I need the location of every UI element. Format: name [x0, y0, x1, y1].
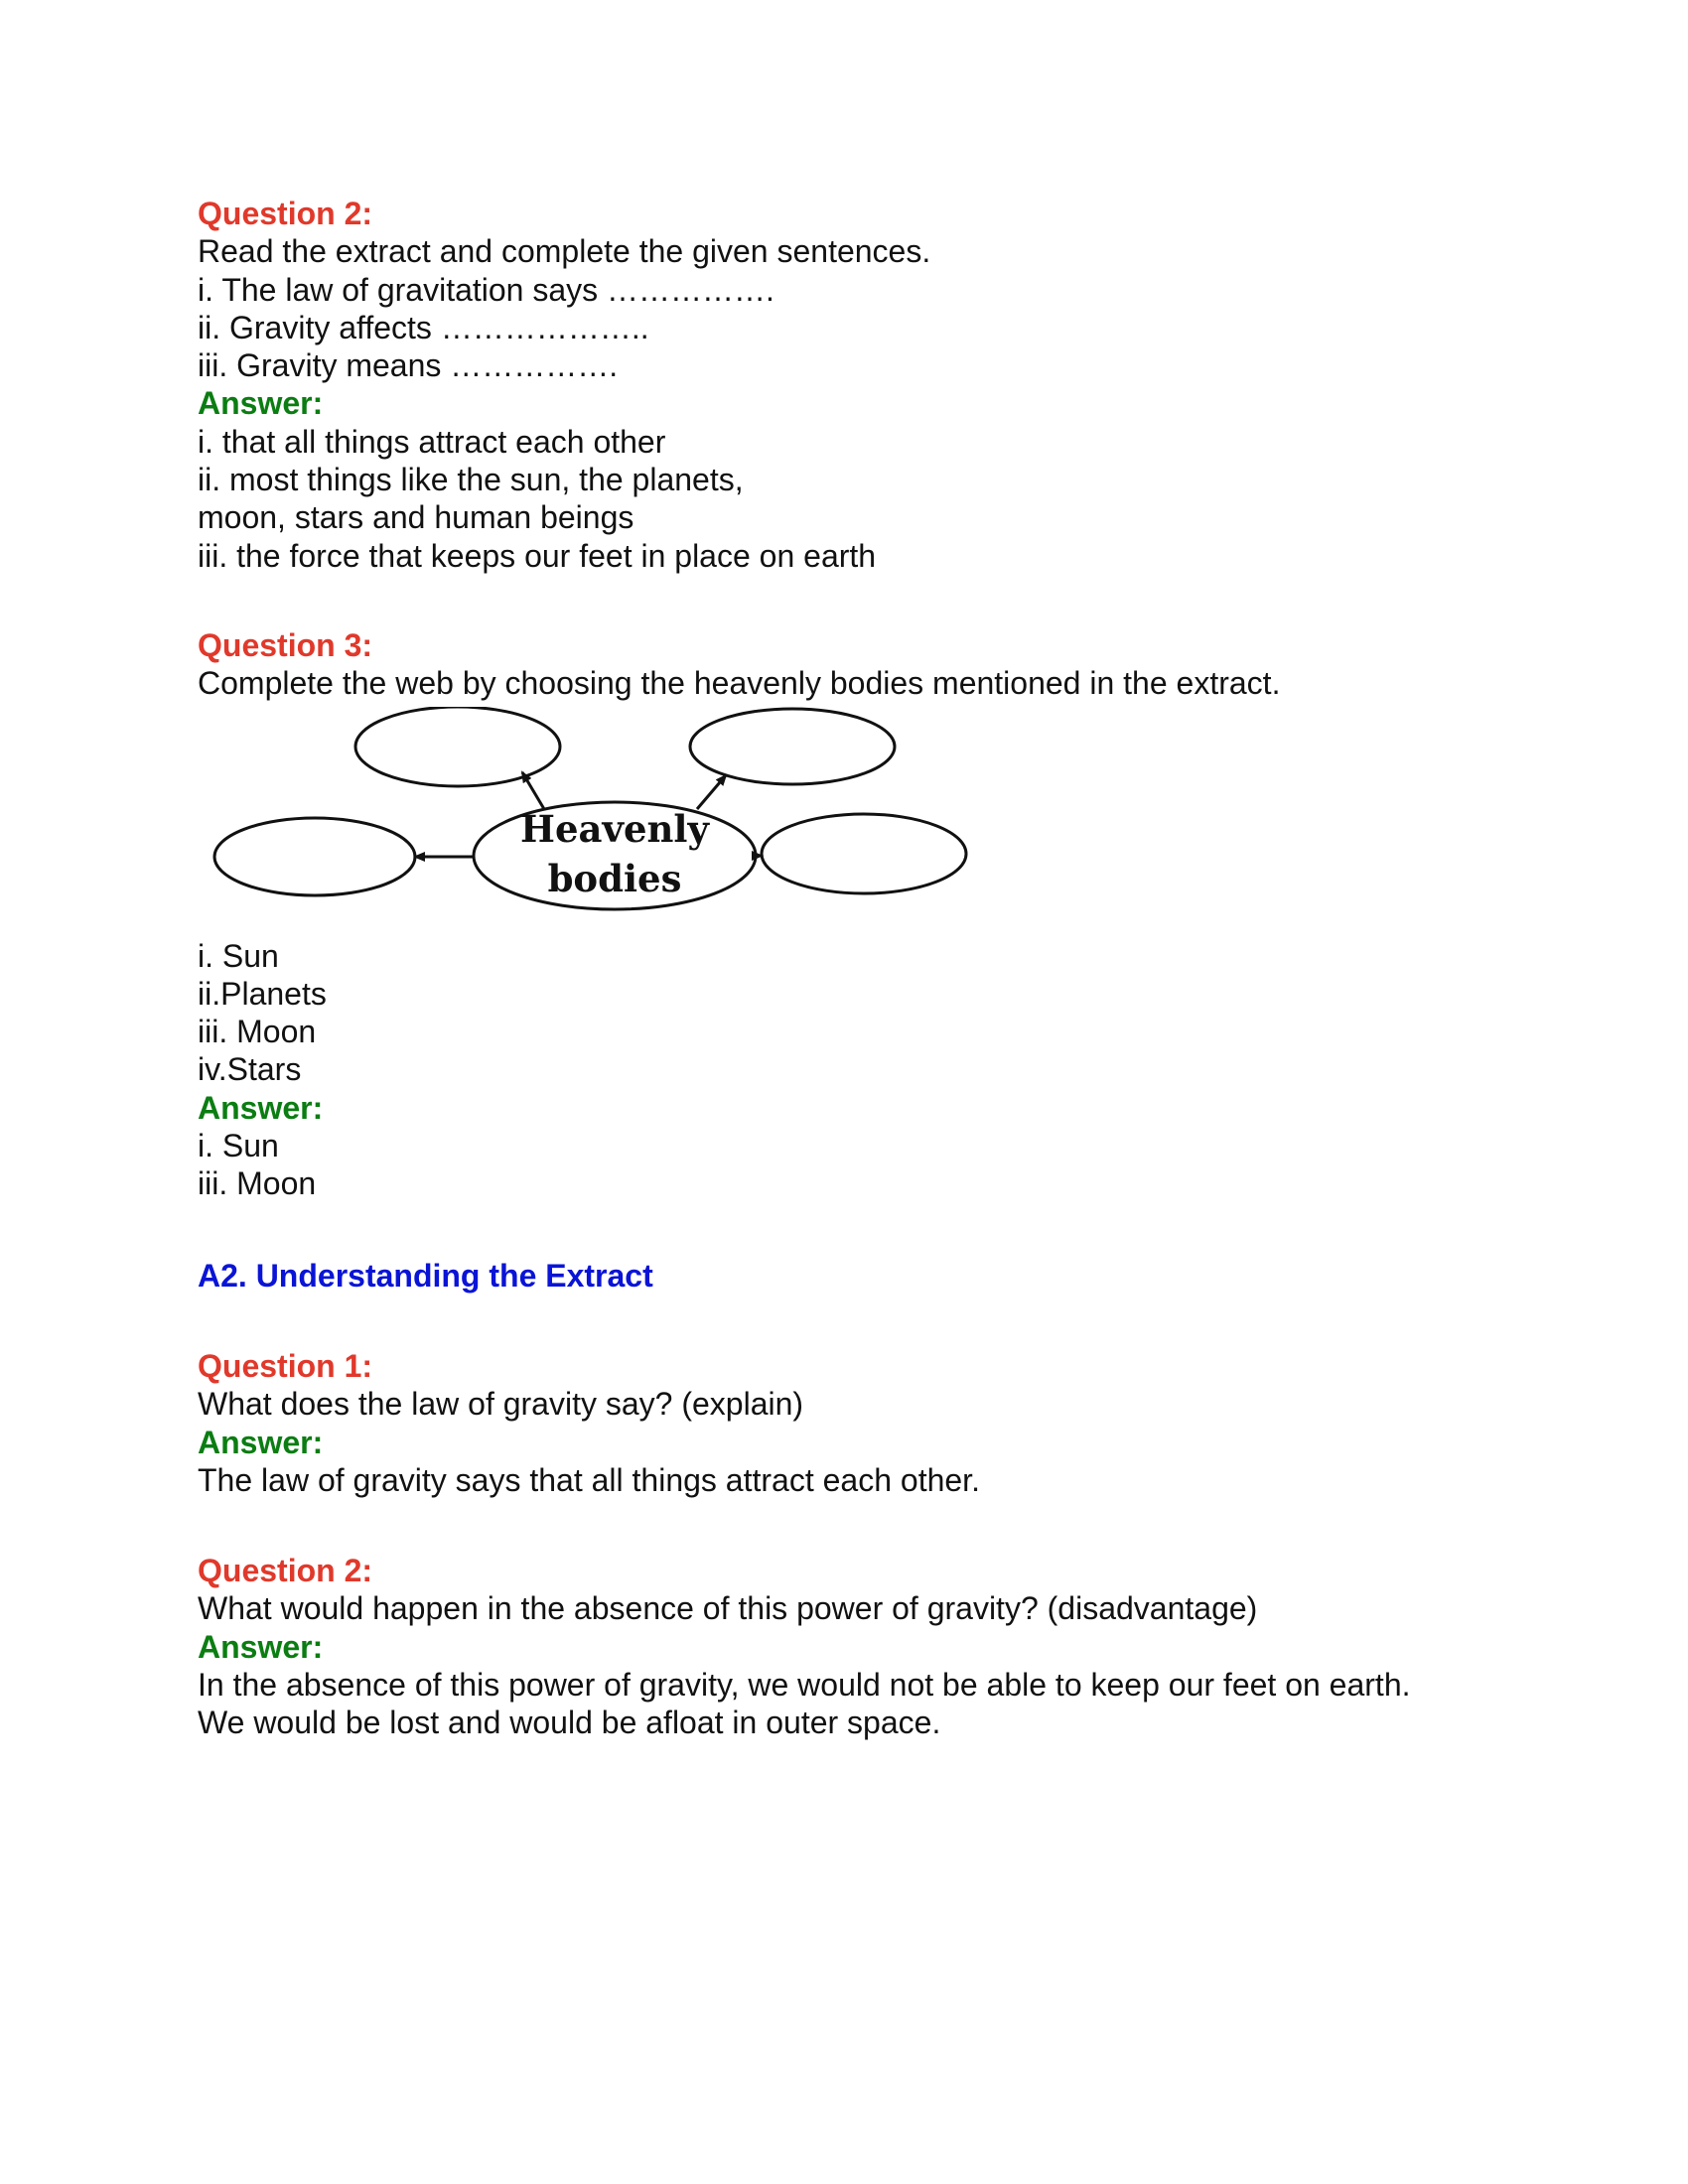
question-prompt: What would happen in the absence of this power of gravity? (disadvantage): [198, 1590, 1258, 1627]
question-prompt: Read the extract and complete the given sentences.: [198, 233, 931, 270]
section-title: A2. Understanding the Extract: [198, 1257, 653, 1294]
answer-text: i. that all things attract each other: [198, 423, 666, 460]
option-item: iii. Moon: [198, 1014, 317, 1050]
arrow-to-top-right: [697, 775, 726, 809]
heavenly-bodies-web-diagram: [190, 707, 1024, 937]
blank-oval-right: [762, 814, 966, 893]
answer-heading: Answer:: [198, 1628, 324, 1665]
center-label-line1: Heavenly: [520, 806, 709, 851]
arrow-to-top-left: [522, 772, 544, 809]
center-label-line2: bodies: [547, 856, 682, 900]
fill-in-item: i. The law of gravitation says …………….: [198, 271, 774, 308]
question-heading: Question 3:: [198, 626, 373, 663]
web-diagram-svg: [190, 707, 1024, 937]
option-item: ii.Planets: [198, 975, 327, 1012]
fill-in-item: iii. Gravity means …………….: [198, 347, 619, 384]
fill-in-item: ii. Gravity affects ………………..: [198, 309, 649, 345]
answer-text: The law of gravity says that all things attract each other.: [198, 1461, 980, 1498]
answer-text: In the absence of this power of gravity, we would not be able to keep our feet on earth.: [198, 1667, 1411, 1704]
answer-heading: Answer:: [198, 385, 324, 422]
option-item: i. Sun: [198, 937, 279, 974]
blank-oval-top-left: [355, 707, 560, 786]
answer-text: ii. most things like the sun, the planets,: [198, 462, 744, 498]
answer-heading: Answer:: [198, 1424, 324, 1460]
answer-text: We would be lost and would be afloat in outer space.: [198, 1705, 941, 1741]
worksheet-page: [198, 195, 1568, 1742]
answer-text: moon, stars and human beings: [198, 499, 634, 536]
option-item: iv.Stars: [198, 1051, 302, 1088]
answer-text: i. Sun: [198, 1128, 279, 1164]
question-prompt: Complete the web by choosing the heavenly bodies mentioned in the extract.: [198, 665, 1281, 702]
answer-text: iii. the force that keeps our feet in place on earth: [198, 537, 877, 574]
blank-oval-top-right: [690, 709, 895, 784]
question-prompt: What does the law of gravity say? (explain): [198, 1386, 804, 1423]
answer-text: iii. Moon: [198, 1165, 317, 1202]
question-heading: Question 2:: [198, 1553, 373, 1589]
question-heading: Question 1:: [198, 1347, 373, 1384]
question-heading: Question 2:: [198, 196, 373, 231]
blank-oval-left: [214, 818, 415, 895]
answer-heading: Answer:: [198, 1089, 324, 1126]
